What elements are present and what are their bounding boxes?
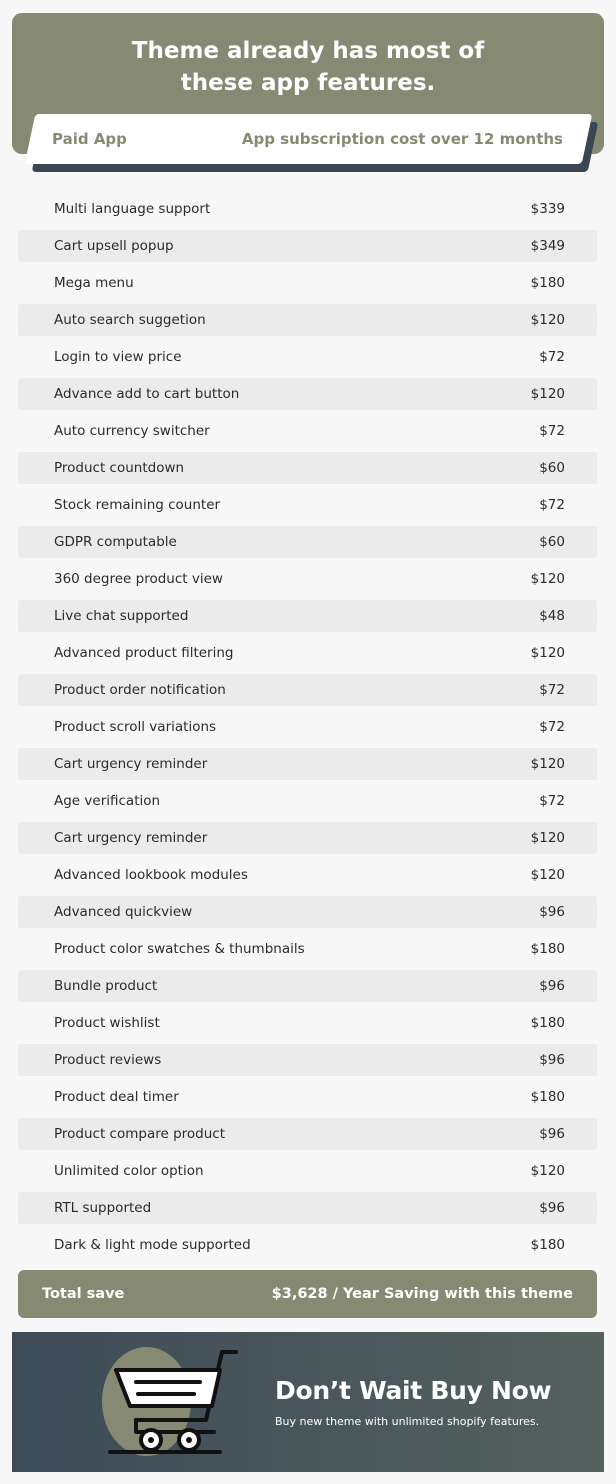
feature-cost: $72 (539, 348, 565, 365)
feature-cost: $96 (539, 1125, 565, 1142)
feature-name: Cart upsell popup (54, 237, 174, 254)
table-row (18, 452, 597, 484)
table-row (18, 486, 597, 523)
table-row (18, 190, 597, 227)
feature-cost: $72 (539, 496, 565, 513)
table-row (18, 1004, 597, 1041)
feature-cost: $60 (539, 533, 565, 550)
column-header-paid-app: Paid App (52, 130, 127, 148)
feature-cost: $180 (530, 274, 565, 291)
feature-name: Multi language support (54, 200, 211, 217)
feature-name: 360 degree product view (54, 570, 223, 587)
table-row (18, 378, 597, 410)
feature-cost: $96 (539, 1199, 565, 1216)
table-row (18, 674, 597, 706)
table-row (18, 304, 597, 336)
table-row (18, 896, 597, 928)
feature-name: Cart urgency reminder (54, 755, 208, 772)
table-row (18, 264, 597, 301)
feature-name: Product color swatches & thumbnails (54, 940, 305, 957)
feature-name: GDPR computable (54, 533, 177, 550)
table-row (18, 1152, 597, 1189)
feature-cost: $96 (539, 1051, 565, 1068)
banner-title: Don’t Wait Buy Now (275, 1376, 552, 1405)
column-header (30, 114, 587, 164)
feature-name: Product deal timer (54, 1088, 179, 1105)
feature-cost: $120 (530, 829, 565, 846)
table-row (18, 708, 597, 745)
feature-name: Cart urgency reminder (54, 829, 208, 846)
feature-cost: $180 (530, 1088, 565, 1105)
feature-cost: $60 (539, 459, 565, 476)
page-title: Theme already has most of these app features. (131, 38, 485, 96)
table-row (18, 856, 597, 893)
feature-cost: $48 (539, 607, 565, 624)
total-save-label: Total save (42, 1286, 125, 1302)
feature-name: Product wishlist (54, 1014, 160, 1031)
table-row (18, 748, 597, 780)
feature-name: Advanced lookbook modules (54, 866, 248, 883)
feature-name: Advanced product filtering (54, 644, 234, 661)
table-row (18, 412, 597, 449)
shopping-cart-icon (102, 1344, 252, 1459)
feature-cost: $72 (539, 681, 565, 698)
table-row (18, 1226, 597, 1263)
feature-cost: $96 (539, 903, 565, 920)
table-row (18, 1192, 597, 1224)
feature-cost: $120 (530, 866, 565, 883)
feature-cost: $339 (530, 200, 565, 217)
feature-name: Product order notification (54, 681, 226, 698)
feature-name: Auto currency switcher (54, 422, 210, 439)
feature-name: Login to view price (54, 348, 182, 365)
total-save-bar (18, 1270, 597, 1318)
feature-table (18, 190, 597, 1263)
total-save-value: $3,628 / Year Saving with this theme (271, 1286, 573, 1302)
table-row (18, 600, 597, 632)
buy-now-banner[interactable] (12, 1332, 604, 1472)
feature-cost: $120 (530, 1162, 565, 1179)
table-row (18, 560, 597, 597)
feature-cost: $180 (530, 1236, 565, 1253)
table-row (18, 526, 597, 558)
table-row (18, 930, 597, 967)
feature-name: Mega menu (54, 274, 134, 291)
feature-cost: $72 (539, 718, 565, 735)
feature-name: Advanced quickview (54, 903, 193, 920)
table-row (18, 1078, 597, 1115)
table-row (18, 822, 597, 854)
feature-cost: $120 (530, 311, 565, 328)
feature-name: Product reviews (54, 1051, 162, 1068)
table-row (18, 338, 597, 375)
feature-name: Stock remaining counter (54, 496, 221, 513)
feature-name: RTL supported (54, 1199, 152, 1216)
feature-cost: $96 (539, 977, 565, 994)
table-row (18, 230, 597, 262)
feature-name: Live chat supported (54, 607, 189, 624)
feature-cost: $180 (530, 1014, 565, 1031)
table-row (18, 970, 597, 1002)
feature-name: Age verification (54, 792, 161, 809)
table-row (18, 634, 597, 671)
feature-cost: $349 (530, 237, 565, 254)
feature-name: Advance add to cart button (54, 385, 240, 402)
banner-subtitle: Buy new theme with unlimited shopify features. (275, 1415, 540, 1428)
column-header-cost: App subscription cost over 12 months (241, 130, 563, 148)
table-row (18, 1044, 597, 1076)
feature-name: Dark & light mode supported (54, 1236, 251, 1253)
feature-name: Bundle product (54, 977, 158, 994)
feature-cost: $120 (530, 644, 565, 661)
table-row (18, 1118, 597, 1150)
feature-cost: $180 (530, 940, 565, 957)
feature-name: Product scroll variations (54, 718, 217, 735)
feature-cost: $72 (539, 792, 565, 809)
feature-cost: $120 (530, 755, 565, 772)
feature-name: Auto search suggetion (54, 311, 206, 328)
table-row (18, 782, 597, 819)
feature-cost: $120 (530, 385, 565, 402)
feature-name: Product countdown (54, 459, 185, 476)
feature-name: Unlimited color option (54, 1162, 204, 1179)
feature-cost: $72 (539, 422, 565, 439)
feature-name: Product compare product (54, 1125, 225, 1142)
feature-cost: $120 (530, 570, 565, 587)
